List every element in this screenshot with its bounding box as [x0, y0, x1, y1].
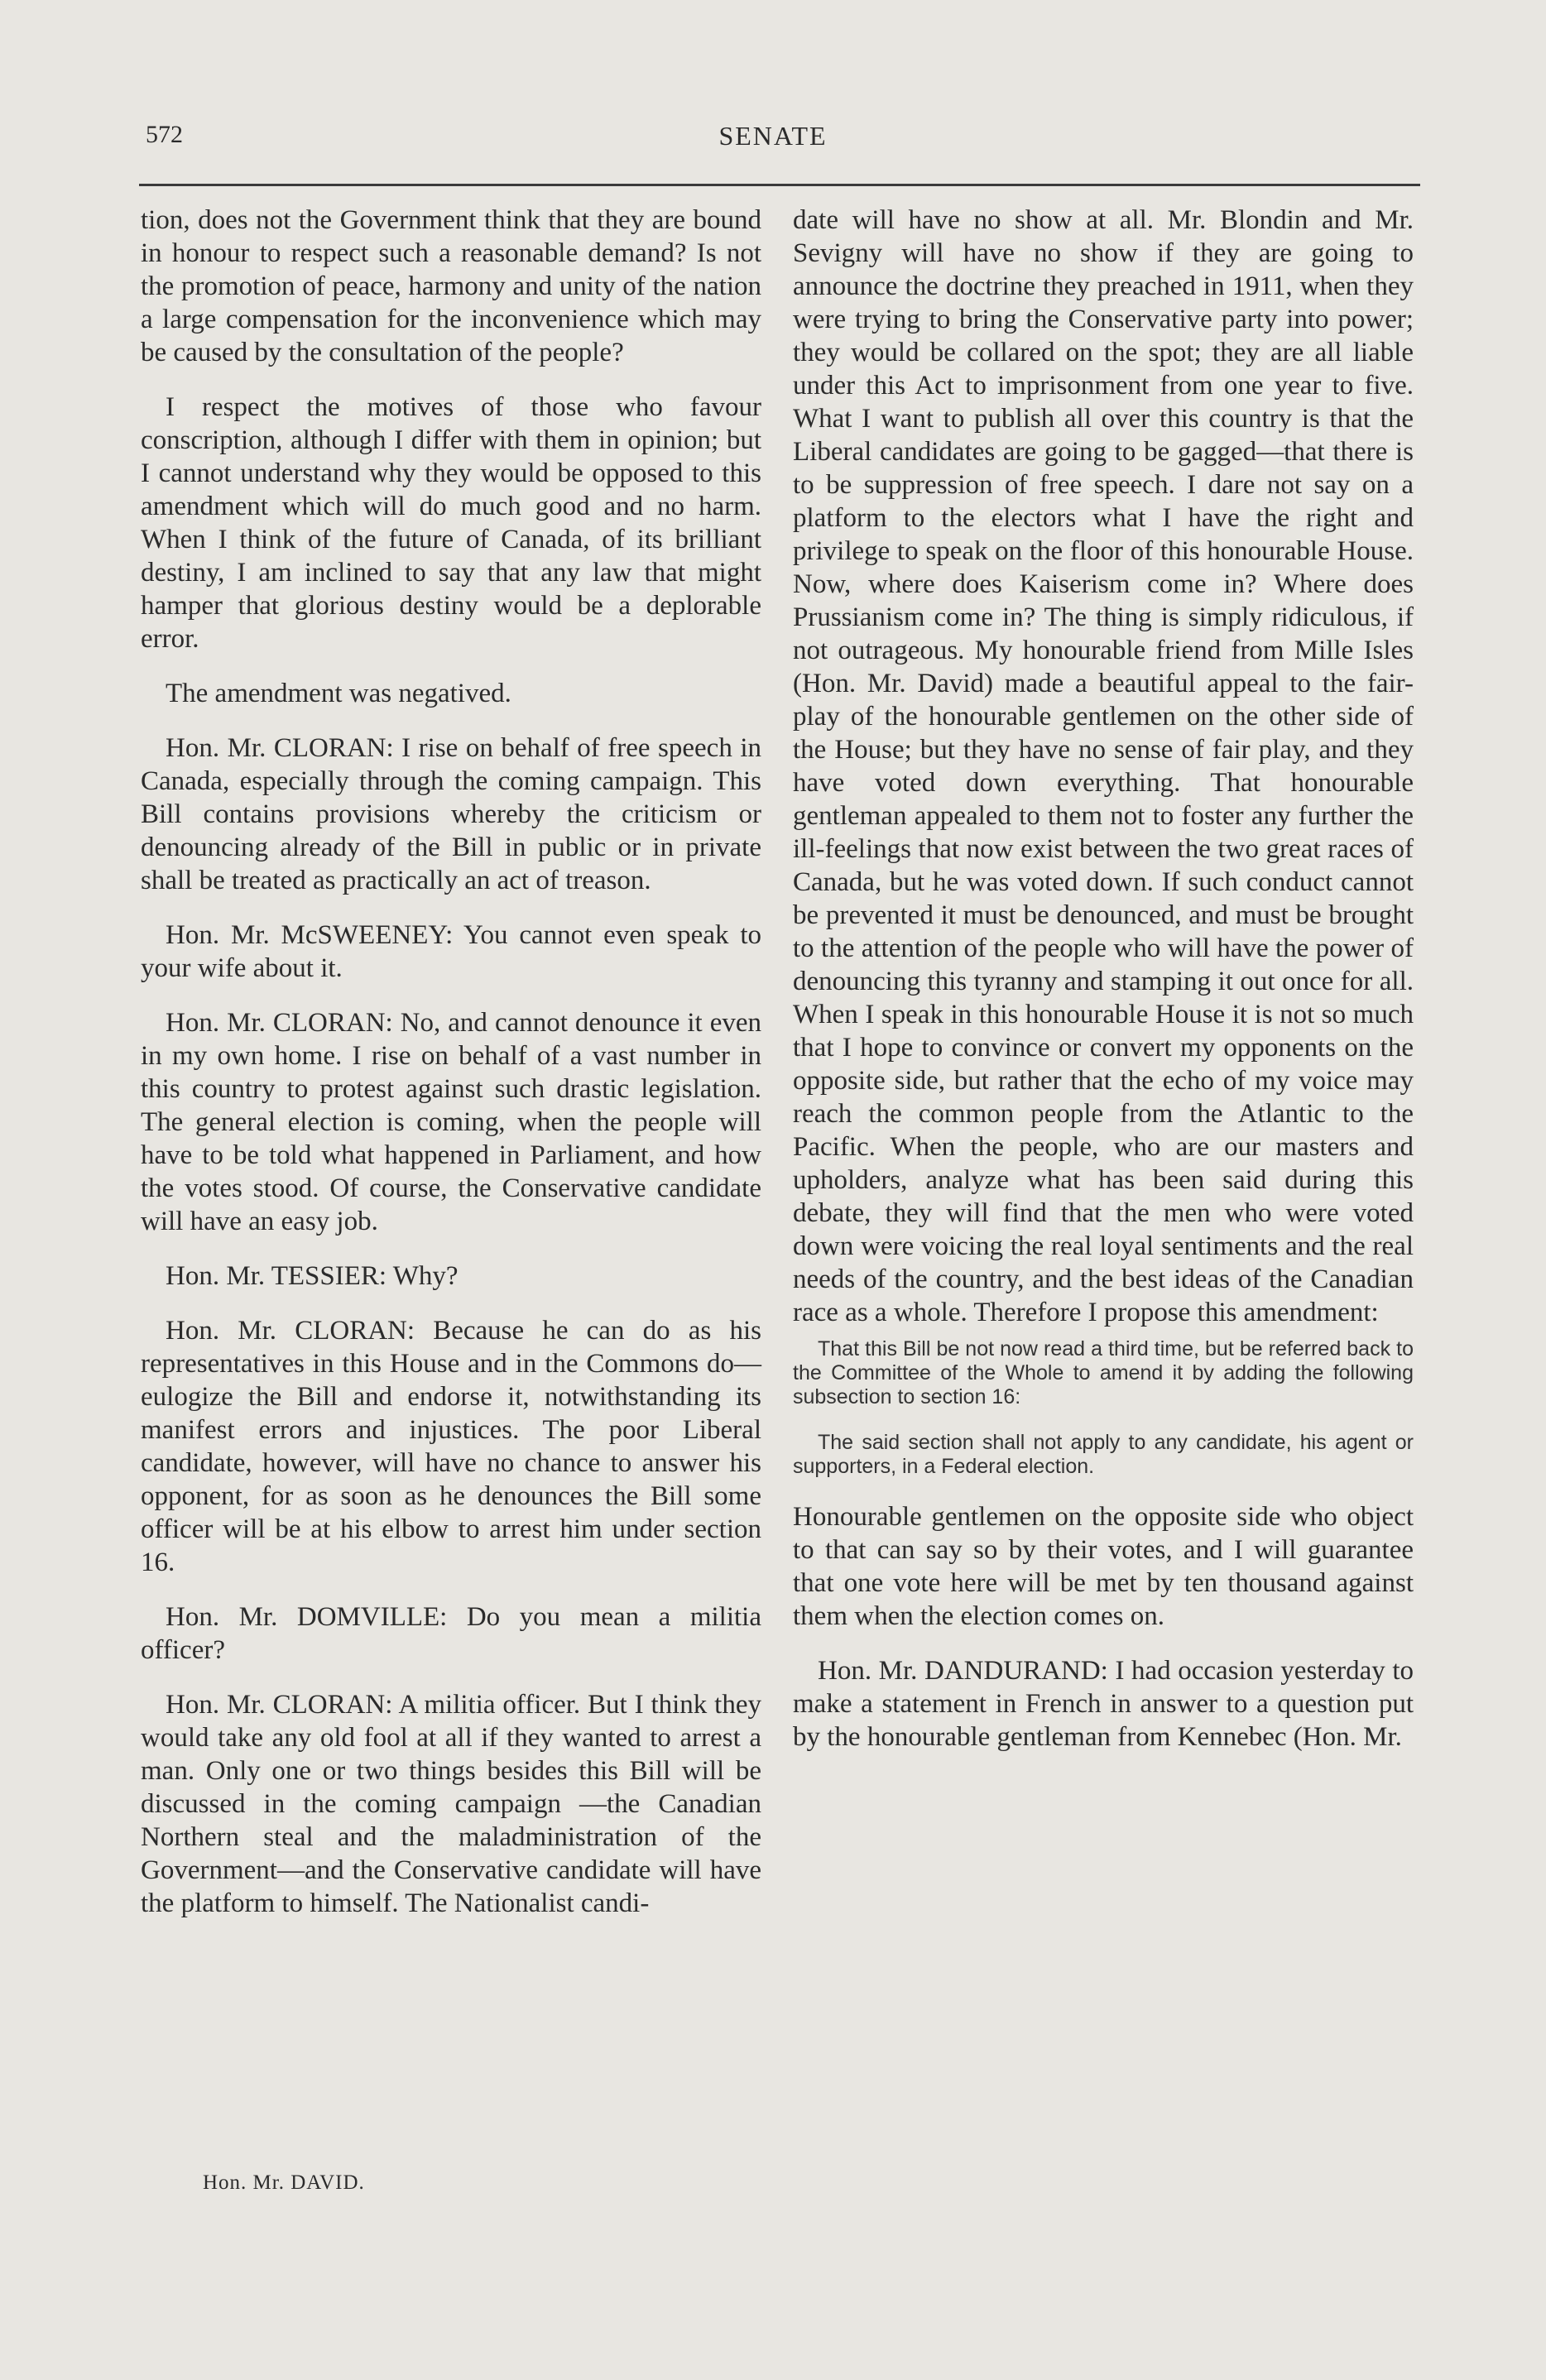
paragraph: date will have no show at all. Mr. Blondin and Mr. Sevigny will have no show if they are going to announce the doctrine they preached in 1911, when they were trying to bring the Conservative party into power; they would be collared on the spot; they are all liable under this Act to imprisonment from one year to five. What I want to publish all over this country is that the Liberal candidates are going to be gagged—that there is to be suppression of free speech. I dare not say on a platform to the electors what I have the right and privilege to speak on the floor of this honourable House. Now, where does Kaiserism come in? Where does Prussianism come in? The thing is simply ridiculous, if not outrageous. My honourable friend from Mille Isles (Hon. Mr. David) made a beautiful appeal to the fair-play of the honourable gentlemen on the other side of the House; but they have no sense of fair play, and they have voted down everything. That honourable gentleman appealed to them not to foster any further the ill-feelings that now exist between the two great races of Canada, but he was voted down. If such conduct cannot be prevented it must be denounced, and must be brought to the attention of the people who will have the power of denouncing this tyranny and stamping it out once for all. When I speak in this honourable House it is not so much that I hope to convince or convert my opponents on the opposite side, but rather that the echo of my voice may reach the common people from the Atlantic to the Pacific. When the people, who are our masters and upholders, analyze what has been said during this debate, they will find that the men who were voted down were voicing the real loyal sentiments and the real needs of the country, and the best ideas of the Canadian race as a whole. Therefore I propose this amendment: — [793, 205, 1414, 1327]
paragraph: Honourable gentlemen on the opposite side who object to that can say so by their votes, and I will guarantee that one vote here will be met by ten thousand against them when the election comes on. — [793, 1502, 1414, 1631]
speech-paragraph: Hon. Mr. TESSIER: Why? — [166, 1261, 459, 1291]
footer-speaker: Hon. Mr. DAVID. — [203, 2171, 365, 2194]
amendment-quote — [793, 1337, 1414, 1479]
amendment-text: That this Bill be not now read a third time, but be referred back to the Committee of the Whole to amend it by adding the following subsection to section 16: — [793, 1337, 1414, 1408]
speech-paragraph: Hon. Mr. CLORAN: I rise on behalf of free speech in Canada, especially through the coming campaign. This Bill contains provisions whereby the criticism or denouncing already of the Bill in public or in private shall be treated as practically an act of treason. — [141, 733, 761, 895]
right-column — [793, 204, 1414, 1754]
speech-paragraph: Hon. Mr. CLORAN: A militia officer. But I think they would take any old fool at all if they wanted to arrest a man. Only one or two things besides this Bill will be discussed in the coming campaign —the Canadian Northern steal and the maladministration of the Government—and the Conservative candidate will have the platform to himself. The Nationalist candi- — [141, 1690, 761, 1918]
speech-paragraph: Hon. Mr. DANDURAND: I had occasion yesterday to make a statement in French in answer to a question put by the honourable gentleman from Kennebec (Hon. Mr. — [793, 1656, 1414, 1752]
running-head-title: SENATE — [718, 121, 828, 151]
speech-paragraph: Hon. Mr. CLORAN: No, and cannot denounce it even in my own home. I rise on behalf of a vast number in this country to protest against such drastic legislation. The general election is coming, when the people will have to be told what happened in Parliament, and how the votes stood. Of course, the Conservative candidate will have an easy job. — [141, 1008, 761, 1236]
paragraph: I respect the motives of those who favour conscription, although I differ with them in opinion; but I cannot understand why they would be opposed to this amendment which will do much good and no harm. When I think of the future of Canada, of its brilliant destiny, I am inclined to say that any law that might hamper that glorious destiny would be a deplorable error. — [141, 392, 761, 654]
speech-paragraph: Hon. Mr. McSWEENEY: You cannot even speak to your wife about it. — [141, 920, 761, 983]
page-number: 572 — [146, 121, 183, 148]
amendment-text: The said section shall not apply to any candidate, his agent or supporters, in a Federal election. — [793, 1431, 1414, 1478]
paragraph: tion, does not the Government think that they are bound in honour to respect such a reasonable demand? Is not the promotion of peace, harmony and unity of the nation a large compensation for the inconvenience which may be caused by the consultation of the people? — [141, 205, 761, 367]
left-column — [141, 204, 761, 1920]
speech-paragraph: Hon. Mr. CLORAN: Because he can do as his representatives in this House and in the Commons do—eulogize the Bill and endorse it, notwithstanding its manifest errors and injustices. The poor Liberal candidate, however, will have no chance to answer his opponent, for as soon as he denounces the Bill some officer will be at his elbow to arrest him under section 16. — [141, 1316, 761, 1577]
speech-paragraph: Hon. Mr. DOMVILLE: Do you mean a militia officer? — [141, 1602, 761, 1665]
paragraph: The amendment was negatived. — [166, 679, 511, 708]
header-rule — [139, 184, 1420, 186]
